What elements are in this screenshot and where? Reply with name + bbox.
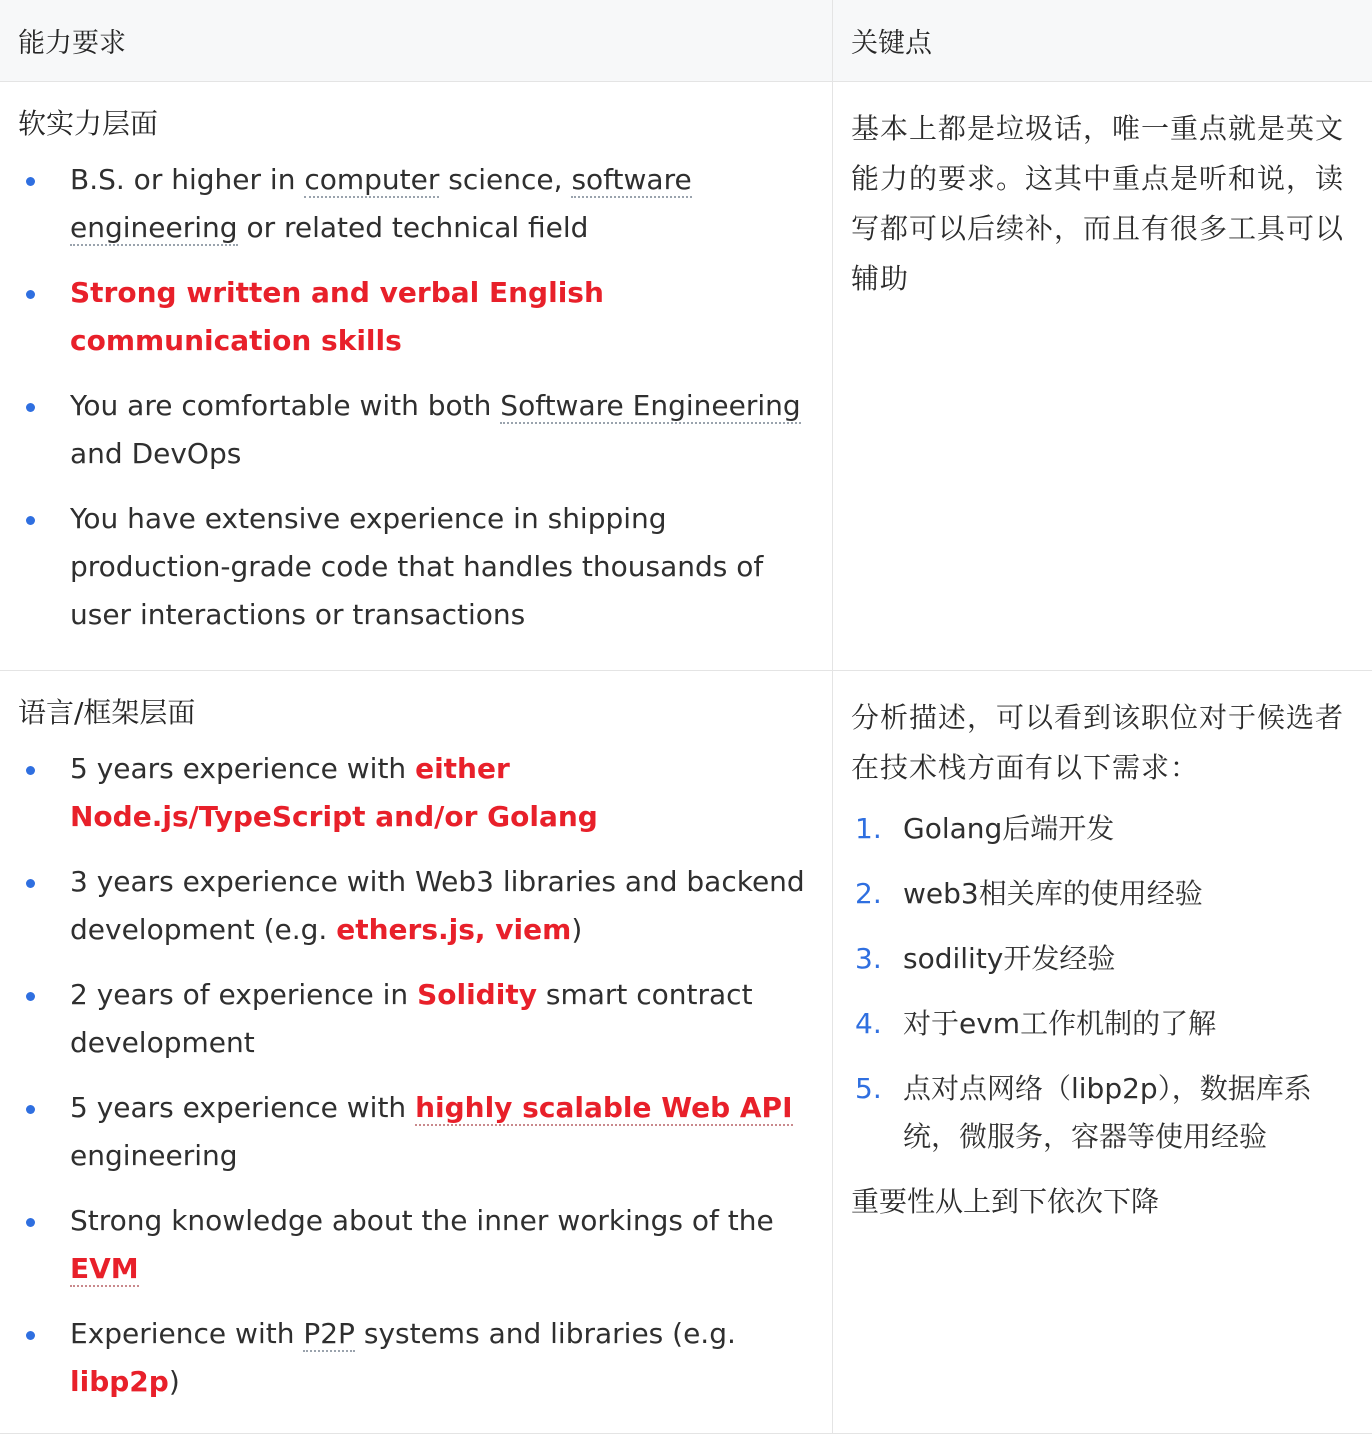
list-text: systems and libraries (e.g. <box>354 1317 736 1350</box>
list-text: 2 years of experience in <box>70 978 418 1011</box>
list-text: and DevOps <box>70 437 242 470</box>
item-number: 1. <box>855 812 882 845</box>
highlighted-text: either Node.js/TypeScript and/or Golang <box>70 752 598 833</box>
list-text: ) <box>571 913 583 946</box>
item-text: 对于evm工作机制的了解 <box>903 1007 1217 1040</box>
bullet-icon <box>26 516 35 525</box>
list-item <box>18 971 814 1067</box>
list-text: software <box>571 163 692 196</box>
list-item <box>18 156 814 252</box>
highlighted-text: Solidity <box>417 978 537 1011</box>
list-text: P2P <box>303 1317 355 1350</box>
list-item <box>18 382 814 478</box>
row2-requirements-cell <box>0 671 833 1434</box>
list-item <box>18 1197 814 1293</box>
row1-keypoints-cell <box>833 82 1372 671</box>
highlighted-text: Strong written and verbal English communication skills <box>70 276 604 357</box>
list-item <box>18 858 814 954</box>
list-text: 3 years experience with Web3 libraries and backend development (e.g. <box>70 865 805 946</box>
list-text: Experience with <box>70 1317 304 1350</box>
importance-footer: 重要性从上到下依次下降 <box>851 1185 1160 1218</box>
item-text: web3相关库的使用经验 <box>903 877 1203 910</box>
header-key-points <box>833 0 1372 82</box>
list-text: engineering <box>70 211 238 244</box>
soft-skills-list <box>18 156 814 639</box>
header-label: 能力要求 <box>18 28 126 59</box>
item-text: 点对点网络（libp2p），数据库系统，微服务，容器等使用经验 <box>903 1072 1312 1153</box>
numbered-item <box>851 935 1354 983</box>
highlighted-text: ethers.js, viem <box>336 913 572 946</box>
item-number: 3. <box>855 942 882 975</box>
highlighted-text: highly scalable Web API <box>415 1091 793 1124</box>
list-text: smart contract development <box>70 978 753 1059</box>
list-item <box>18 269 814 365</box>
list-item <box>18 745 814 841</box>
item-text: Golang后端开发 <box>903 812 1115 845</box>
list-text: You have extensive experience in shipping production-grade code that handles thousands of user interactions or transactions <box>70 502 764 631</box>
item-number: 5. <box>855 1072 882 1105</box>
item-number: 4. <box>855 1007 882 1040</box>
bullet-icon <box>26 403 35 412</box>
list-text: ) <box>168 1365 180 1398</box>
row1-requirements-cell <box>0 82 833 671</box>
list-item <box>18 1310 814 1406</box>
bullet-icon <box>26 177 35 186</box>
list-text: Strong knowledge about the inner workings of the <box>70 1204 774 1237</box>
soft-skills-note: 基本上都是垃圾话，唯一重点就是英文能力的要求。这其中重点是听和说，读写都可以后续补，而且有很多工具可以辅助 <box>851 112 1345 295</box>
list-text: B.S. or higher in <box>70 163 305 196</box>
language-framework-list <box>18 745 814 1406</box>
list-text: Software Engineering <box>500 389 801 422</box>
soft-skills-title: 软实力层面 <box>18 107 159 140</box>
analysis-intro: 分析描述，可以看到该职位对于候选者在技术栈方面有以下需求： <box>851 701 1345 784</box>
numbered-item <box>851 1065 1354 1161</box>
bullet-icon <box>26 766 35 775</box>
list-text: engineering <box>70 1139 238 1172</box>
list-text: or related technical field <box>237 211 589 244</box>
list-text: 5 years experience with <box>70 1091 416 1124</box>
numbered-item <box>851 805 1354 853</box>
list-item <box>18 495 814 639</box>
bullet-icon <box>26 290 35 299</box>
list-item <box>18 1084 814 1180</box>
bullet-icon <box>26 992 35 1001</box>
numbered-item <box>851 1000 1354 1048</box>
header-ability-requirements <box>0 0 833 82</box>
list-text: You are comfortable with both <box>70 389 501 422</box>
bullet-icon <box>26 879 35 888</box>
header-label: 关键点 <box>851 28 932 59</box>
item-text: sodility开发经验 <box>903 942 1116 975</box>
bullet-icon <box>26 1331 35 1340</box>
highlighted-text: EVM <box>70 1252 139 1285</box>
numbered-item <box>851 870 1354 918</box>
list-text: science, <box>439 163 572 196</box>
item-number: 2. <box>855 877 882 910</box>
highlighted-text: libp2p <box>70 1365 169 1398</box>
list-text: computer <box>304 163 440 196</box>
bullet-icon <box>26 1218 35 1227</box>
list-text: 5 years experience with <box>70 752 416 785</box>
tech-stack-numbered-list <box>851 805 1354 1161</box>
row2-keypoints-cell <box>833 671 1372 1434</box>
language-framework-title: 语言/框架层面 <box>18 696 196 729</box>
bullet-icon <box>26 1105 35 1114</box>
